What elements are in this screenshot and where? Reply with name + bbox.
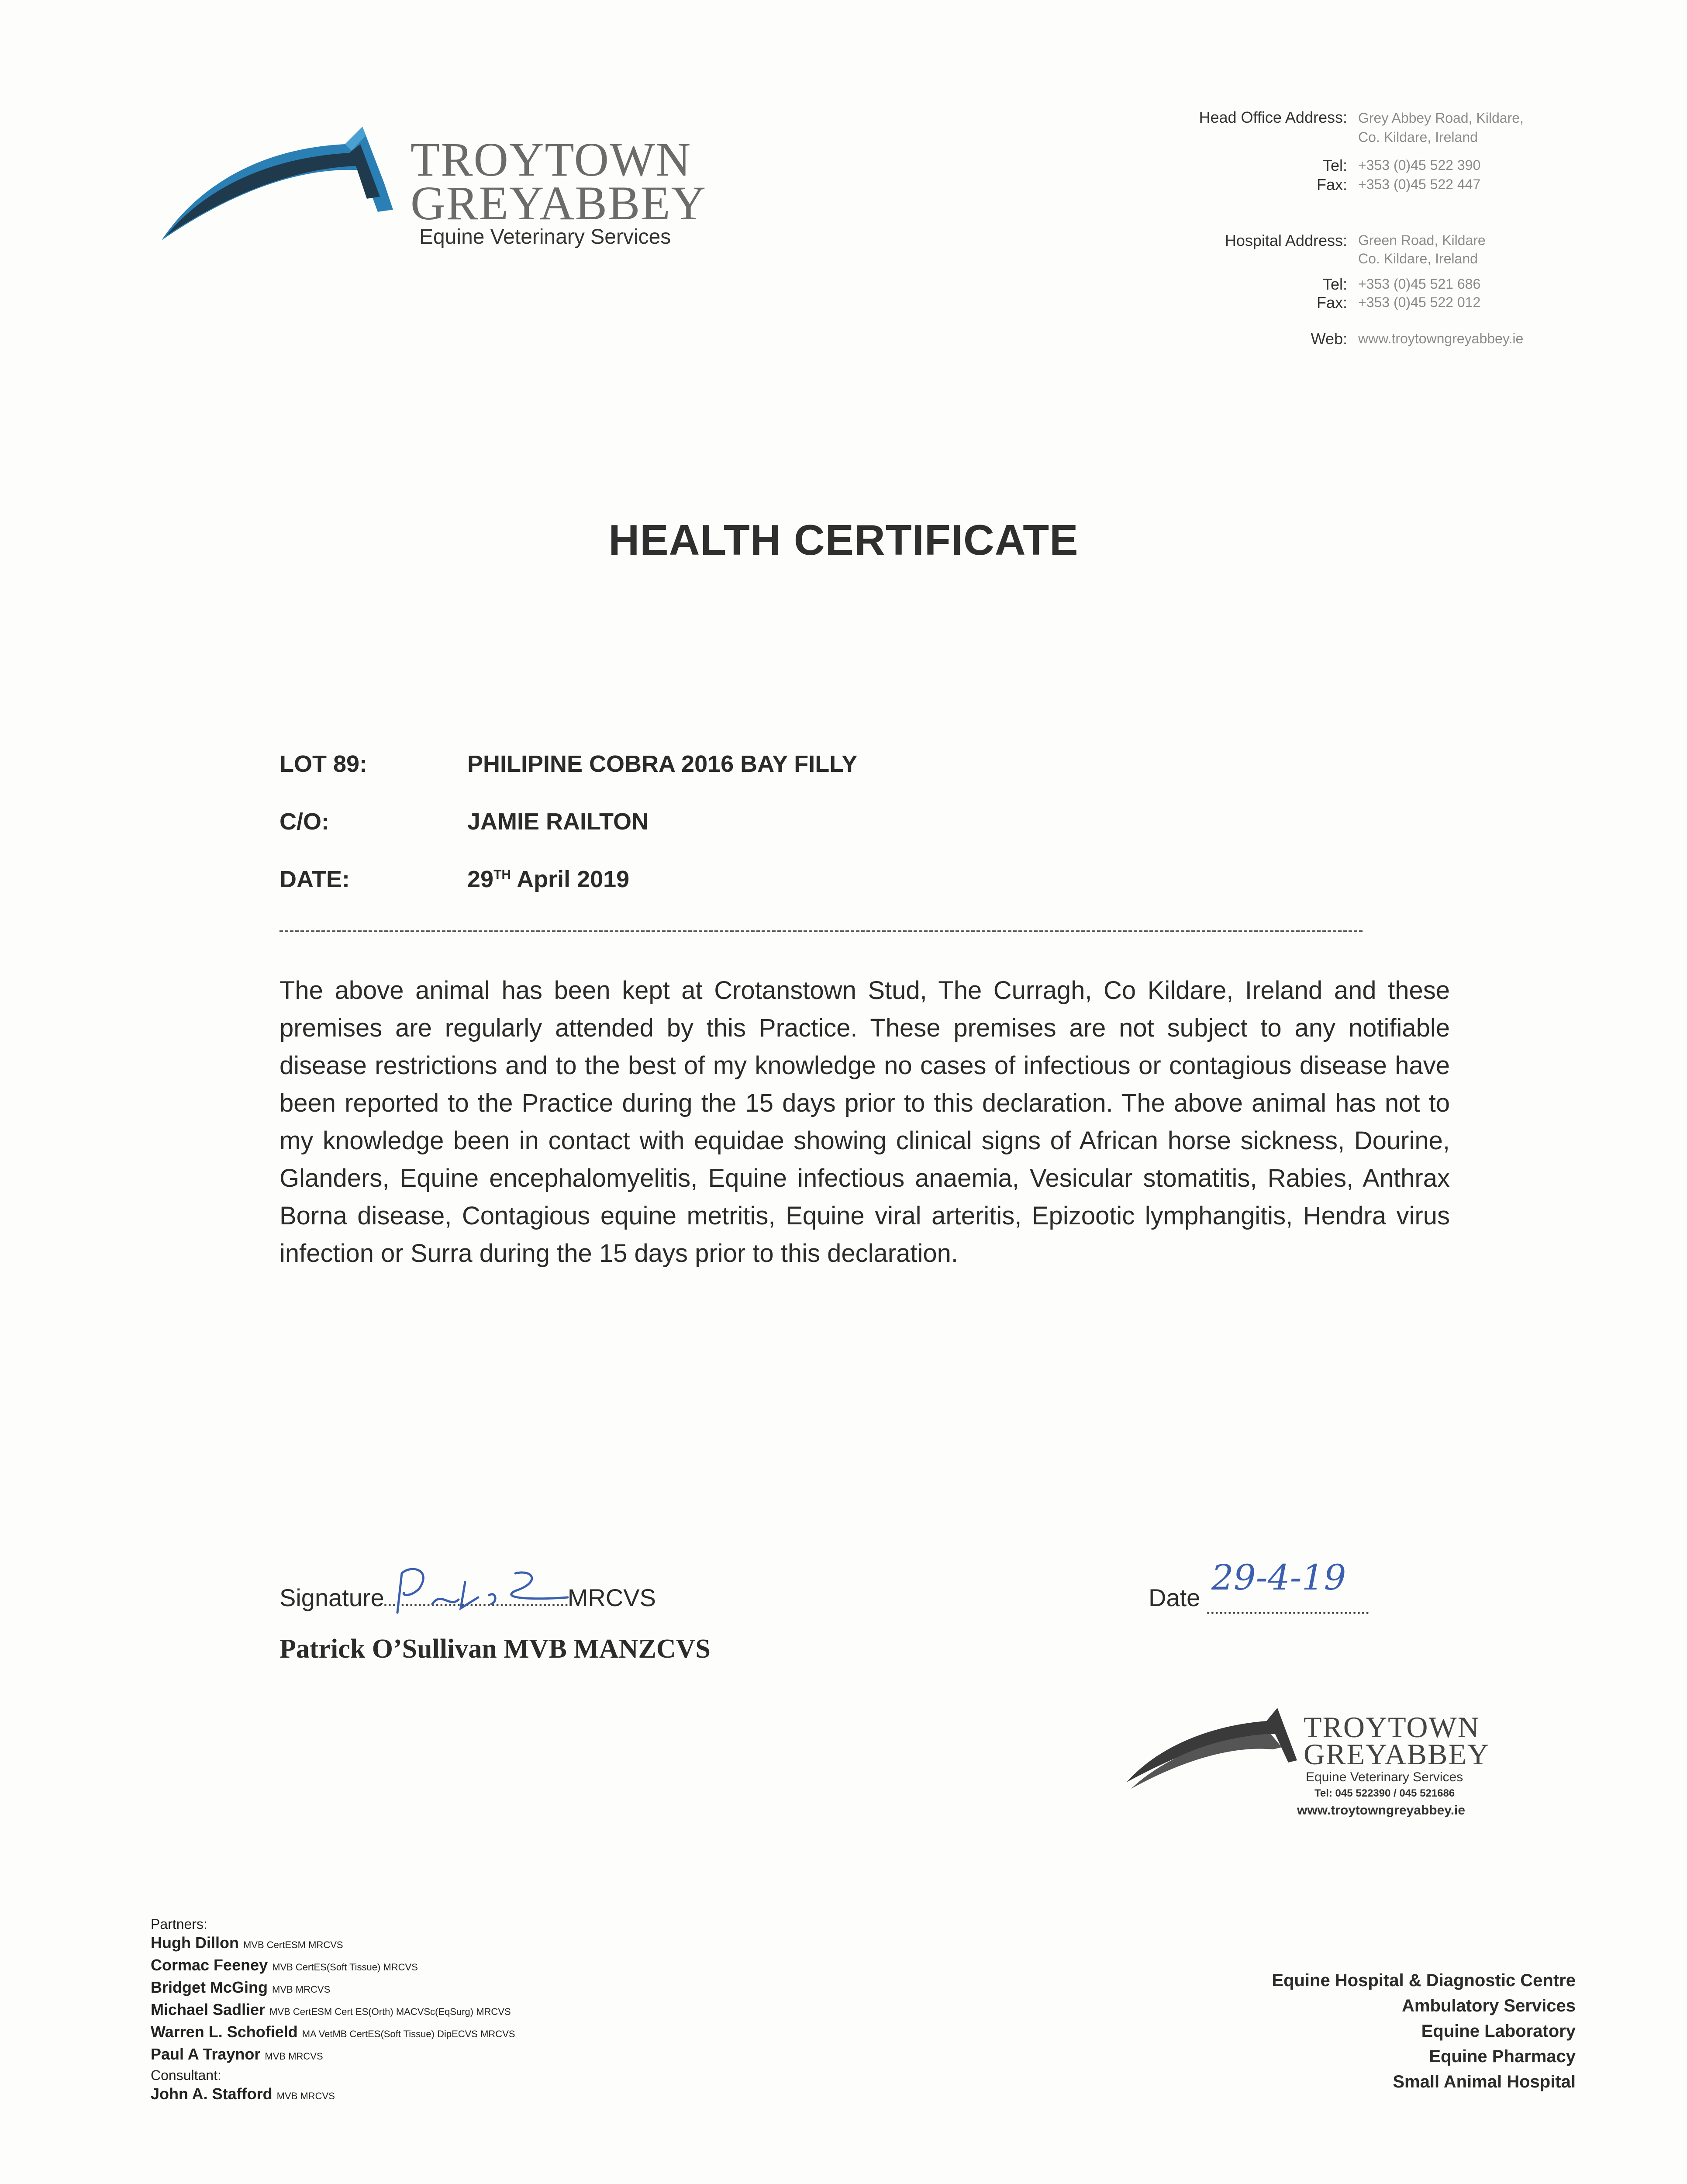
handwritten-signature-icon <box>384 1556 572 1621</box>
partner-quals: MVB CertESM MRCVS <box>243 1939 343 1950</box>
partners-list <box>151 1915 515 2106</box>
partner-name: Michael Sadlier <box>151 2001 266 2018</box>
signer-name: Patrick O’Sullivan MVB MANZCVS <box>279 1634 711 1664</box>
stamp-name-line1: TROYTOWN <box>1304 1711 1480 1744</box>
partner-name: Bridget McGing <box>151 1978 268 1996</box>
hospital-line1: Green Road, Kildare <box>1358 232 1486 248</box>
partner-quals: MVB CertESM Cert ES(Orth) MACVSc(EqSurg) MRCVS <box>269 2006 511 2017</box>
signature-line <box>279 1583 656 1612</box>
partner-quals: MVB CertES(Soft Tissue) MRCVS <box>272 1962 418 1973</box>
signature-date-label: Date <box>1149 1584 1201 1611</box>
separator-line <box>279 930 1363 932</box>
company-logo <box>157 109 725 253</box>
services-list <box>1139 1968 1576 2094</box>
horse-head-logo-icon <box>157 109 402 253</box>
partner-quals: MA VetMB CertES(Soft Tissue) DipECVS MRCVS <box>302 2028 515 2039</box>
consultant-label: Consultant: <box>151 2067 221 2083</box>
partner-quals: MVB MRCVS <box>265 2051 323 2062</box>
service-item: Ambulatory Services <box>1402 1996 1576 2015</box>
hospital-fax-label: Fax: <box>1316 294 1347 311</box>
date-rest: April 2019 <box>517 866 630 892</box>
partner-row <box>151 2000 515 2022</box>
head-tel: +353 (0)45 522 390 <box>1358 157 1481 173</box>
practice-stamp <box>1122 1686 1515 1843</box>
stamp-horse-logo-icon <box>1122 1695 1306 1795</box>
co-label: C/O: <box>279 809 329 835</box>
hospital-tel-label: Tel: <box>1322 275 1347 293</box>
partner-name: Cormac Feeney <box>151 1956 268 1974</box>
co-value: JAMIE RAILTON <box>467 809 649 835</box>
stamp-tel: Tel: 045 522390 / 045 521686 <box>1314 1787 1455 1799</box>
declaration-text: The above animal has been kept at Crotanstown Stud, The Curragh, Co Kildare, Ireland and these premises are regularly attended by this Practice. These premises are not subject to any notifiable disease restrictions and to the best of my knowledge no cases of infectious or contagious disease have been reported to the Practice during the 15 days prior to this declaration. The above animal has not to my knowledge been in contact with equidae showing clinical signs of African horse sickness, Dourine, Glanders, Equine encephalomyelitis, Equine infectious anaemia, Vesicular stomatitis, Rabies, Anthrax Borna disease, Contagious equine metritis, Equine viral arteritis, Epizootic lymphangitis, Hendra virus infection or Surra during the 15 days prior to this declaration. <box>279 976 1450 1268</box>
handwritten-date: 29-4-19 <box>1211 1557 1346 1598</box>
brand-name-line2: GREYABBEY <box>411 176 707 230</box>
service-item: Equine Hospital & Diagnostic Centre <box>1272 1971 1576 1990</box>
consultant-row <box>151 2084 515 2106</box>
head-fax: +353 (0)45 522 447 <box>1358 176 1481 192</box>
partner-row <box>151 1955 515 1977</box>
signature-date-field <box>1207 1557 1369 1614</box>
partner-row <box>151 1977 515 2000</box>
lot-value: PHILIPINE COBRA 2016 BAY FILLY <box>467 751 858 777</box>
head-tel-label: Tel: <box>1322 156 1347 174</box>
page-title: HEALTH CERTIFICATE <box>608 516 1079 564</box>
hospital-fax: +353 (0)45 522 012 <box>1358 294 1481 310</box>
service-item: Equine Laboratory <box>1421 2022 1576 2041</box>
partner-name: Hugh Dillon <box>151 1934 239 1952</box>
stamp-name-line2: GREYABBEY <box>1304 1738 1490 1771</box>
head-office-label: Head Office Address: <box>1199 108 1347 126</box>
service-item: Small Animal Hospital <box>1393 2072 1576 2091</box>
hospital-line2: Co. Kildare, Ireland <box>1358 251 1478 266</box>
head-office-line2: Co. Kildare, Ireland <box>1358 129 1478 145</box>
head-office-line1: Grey Abbey Road, Kildare, <box>1358 110 1524 126</box>
stamp-tagline: Equine Veterinary Services <box>1306 1770 1463 1784</box>
date-day: 29 <box>467 866 494 892</box>
partner-quals: MVB MRCVS <box>272 1984 331 1995</box>
date-line <box>1149 1557 1369 1614</box>
service-item: Equine Pharmacy <box>1429 2047 1576 2066</box>
signature-field <box>384 1604 568 1606</box>
consultant-name: John A. Stafford <box>151 2085 273 2103</box>
partner-name: Warren L. Schofield <box>151 2023 298 2041</box>
head-fax-label: Fax: <box>1316 176 1347 194</box>
partner-row <box>151 2022 515 2044</box>
brand-name-line1: TROYTOWN <box>411 133 692 186</box>
date-value <box>467 866 629 893</box>
hospital-label: Hospital Address: <box>1225 232 1347 249</box>
signature-label: Signature <box>279 1584 384 1611</box>
consultant-quals: MVB MRCVS <box>276 2091 335 2101</box>
web-label: Web: <box>1311 330 1347 348</box>
date-label: DATE: <box>279 866 350 892</box>
partner-row <box>151 1933 515 1955</box>
partners-label: Partners: <box>151 1916 207 1932</box>
stamp-web: www.troytowngreyabbey.ie <box>1297 1803 1466 1818</box>
web-address: www.troytowngreyabbey.ie <box>1358 331 1524 346</box>
partner-name: Paul A Traynor <box>151 2045 261 2063</box>
brand-tagline: Equine Veterinary Services <box>419 225 671 249</box>
lot-label: LOT 89: <box>279 751 368 777</box>
date-suffix: TH <box>493 867 511 882</box>
partner-row <box>151 2044 515 2067</box>
mrcvs-label: MRCVS <box>567 1584 656 1611</box>
hospital-tel: +353 (0)45 521 686 <box>1358 276 1481 292</box>
